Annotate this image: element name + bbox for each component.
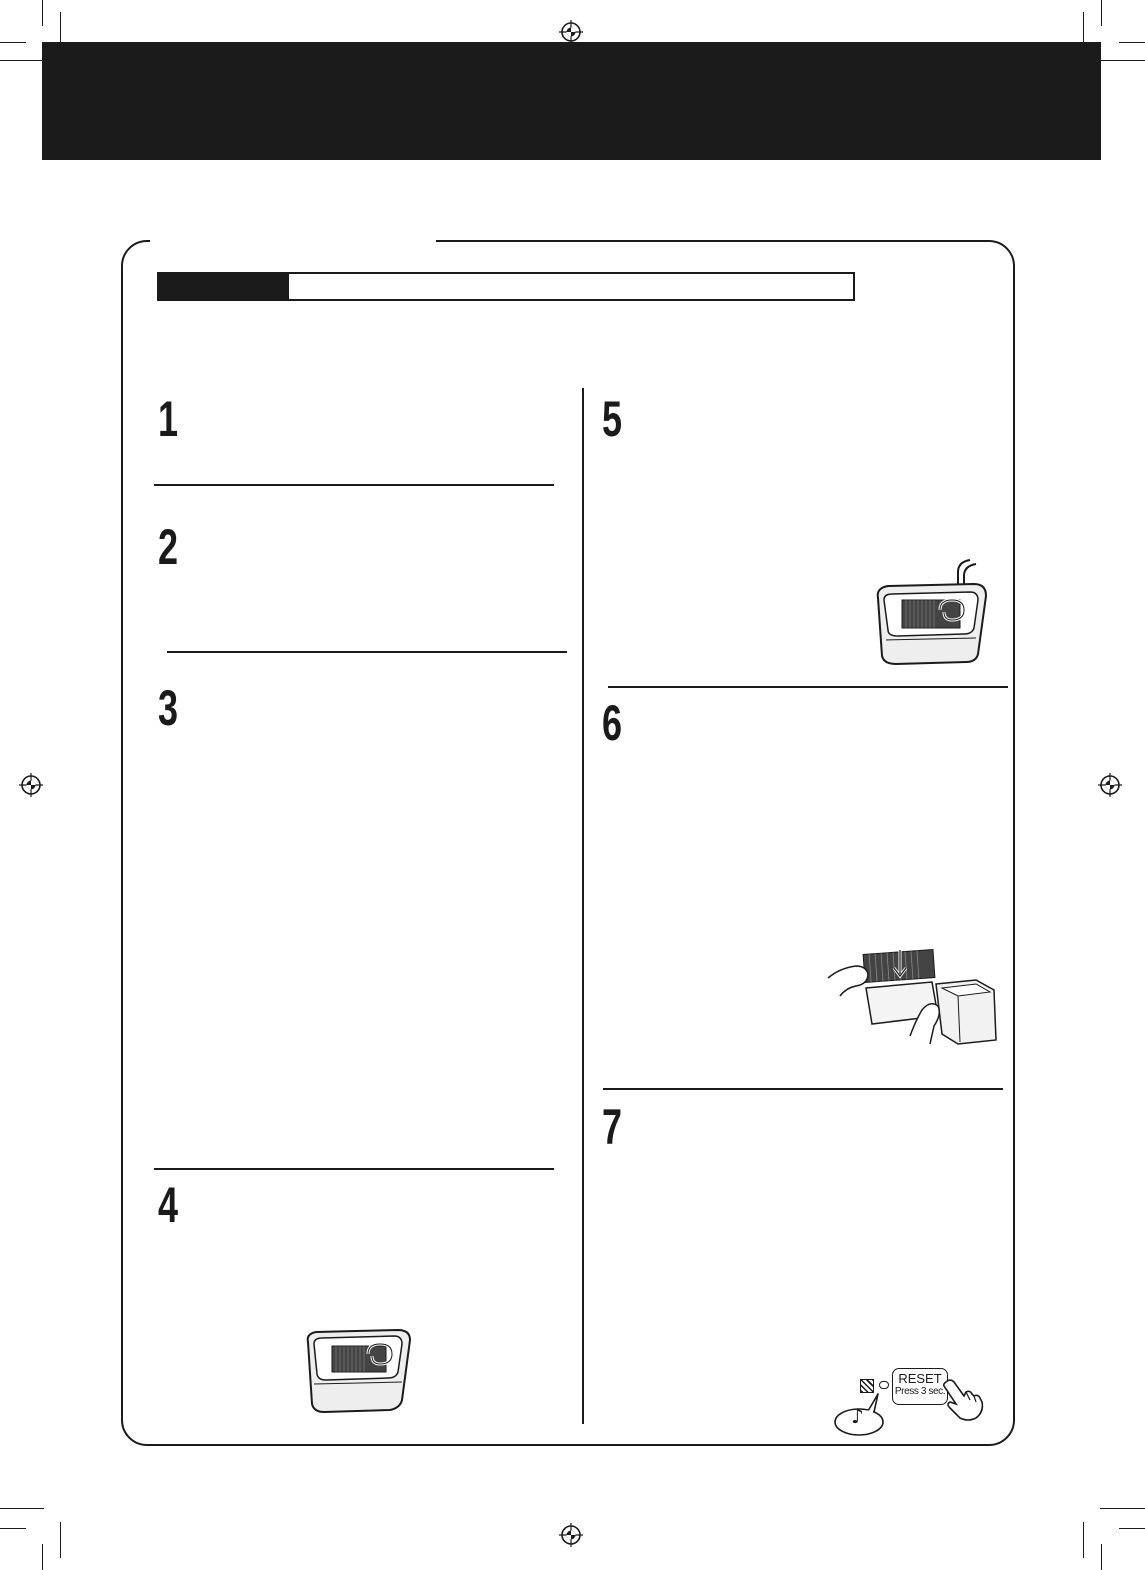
crop-mark [0, 1508, 44, 1509]
hands-install-filter-icon [826, 944, 1002, 1048]
soaking-tray-icon [302, 1326, 414, 1416]
crop-mark [1100, 1508, 1145, 1509]
step-separator [608, 686, 1008, 688]
section-label-tag [159, 274, 289, 299]
crop-mark [0, 60, 44, 61]
registration-mark-icon [559, 1523, 583, 1547]
section-label-strip [157, 272, 855, 301]
faucet-icon [870, 556, 990, 666]
step-separator [154, 1168, 554, 1170]
reset-button-hint: Press 3 sec. [894, 1386, 946, 1397]
crop-mark [42, 0, 43, 26]
instructions-panel [121, 240, 1015, 1446]
music-note-icon: ♪ [851, 1404, 864, 1428]
crop-mark [1100, 60, 1145, 61]
panel-title-gap [150, 234, 436, 244]
crop-mark [1119, 42, 1145, 43]
reset-button-label: RESET [898, 1371, 942, 1386]
crop-mark [1101, 0, 1102, 26]
step-number: 4 [158, 1177, 179, 1233]
step-number: 7 [602, 1099, 623, 1155]
crop-mark [0, 1528, 26, 1529]
crop-mark [1119, 1528, 1145, 1529]
registration-mark-icon [559, 20, 583, 44]
registration-mark-icon [19, 773, 43, 797]
step-separator [154, 484, 554, 486]
crop-mark [42, 1544, 43, 1570]
step-number: 3 [158, 680, 179, 736]
crop-mark [60, 1522, 61, 1558]
crop-mark [0, 42, 26, 43]
pointing-hand-icon [940, 1378, 986, 1422]
step-number: 1 [158, 391, 179, 447]
step-separator [603, 1088, 1003, 1090]
crop-mark [1101, 1544, 1102, 1570]
step-number: 5 [602, 391, 623, 447]
crop-mark [1083, 1522, 1084, 1558]
registration-mark-icon [1098, 773, 1122, 797]
step-separator [167, 651, 567, 653]
step-number: 6 [602, 695, 623, 751]
column-divider [582, 388, 584, 1424]
indicator-lamp [879, 1381, 889, 1389]
step-number: 2 [158, 519, 179, 575]
header-bar [42, 42, 1101, 160]
